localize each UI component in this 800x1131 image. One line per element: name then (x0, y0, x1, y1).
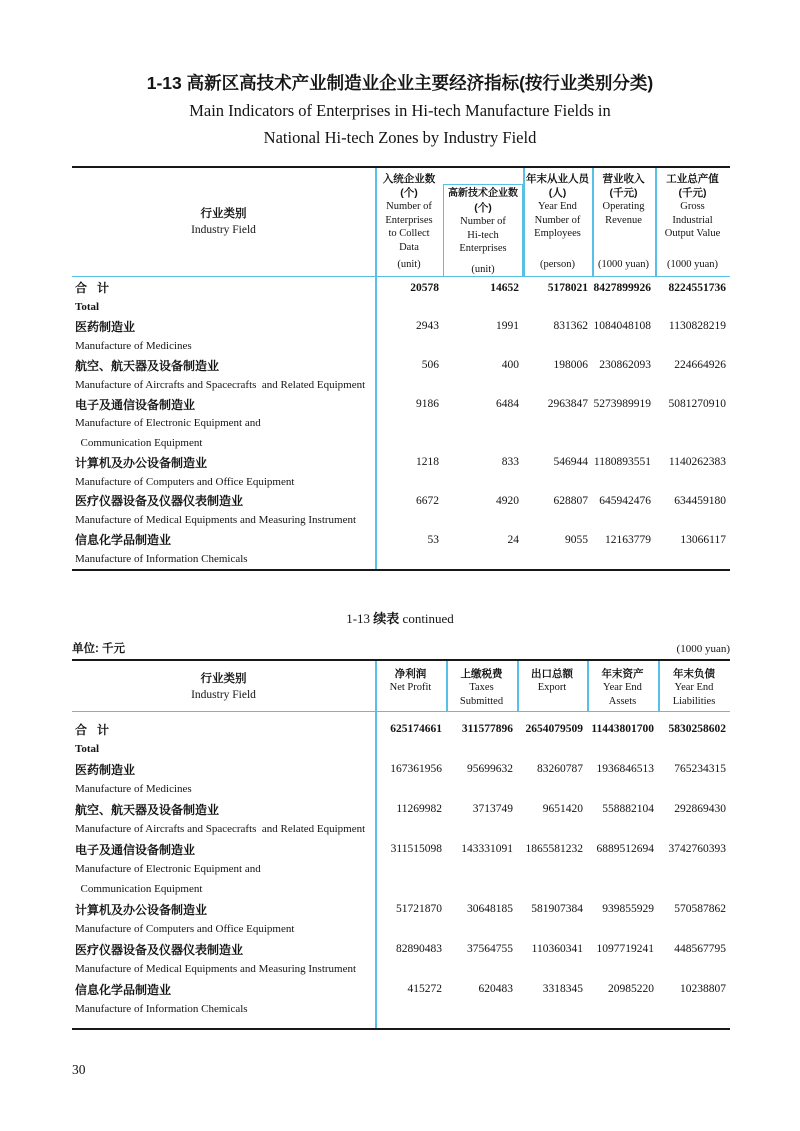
value-cell: 1936846513 (596, 763, 654, 775)
row-label-cn: 医疗仪器设备及仪器仪表制造业 (75, 494, 244, 509)
table-row (72, 979, 730, 1019)
value-cell: 11443801700 (591, 723, 654, 735)
page-title-en-line2: National Hi-tech Zones by Industry Field (263, 128, 537, 147)
value-cell: 14652 (490, 281, 519, 294)
header-cell-industry-field (72, 168, 375, 276)
value-cell: 6889512694 (596, 843, 654, 855)
table-row (72, 799, 730, 839)
column-divider (446, 661, 448, 711)
value-cell: 1865581232 (525, 843, 583, 855)
value-cell: 3742760393 (668, 843, 726, 855)
column-divider (523, 168, 525, 276)
row-label-en: Manufacture of Electronic Equipment and (75, 863, 261, 875)
value-cell: 546944 (553, 456, 588, 469)
value-cell: 506 (421, 359, 439, 372)
header-line: Export (537, 682, 567, 693)
table-continued (72, 659, 730, 1030)
value-cell: 939855929 (602, 903, 654, 915)
table-main-indicators (72, 166, 730, 571)
value-cell: 415272 (407, 983, 442, 995)
header-cell-export (517, 661, 587, 711)
table-row (72, 939, 730, 979)
row-label-en: Manufacture of Medicines (75, 783, 192, 795)
value-cell: 558882104 (602, 803, 654, 815)
row-label-cn: 信息化学品制造业 (75, 982, 172, 997)
row-label-cn: 医药制造业 (75, 319, 136, 334)
value-cell: 1097719241 (596, 943, 654, 955)
value-cell: 2943 (416, 320, 439, 333)
header-unit-line: (unit) (397, 258, 421, 270)
row-label-cn: 航空、航天器及设备制造业 (75, 358, 220, 373)
table-row (72, 759, 730, 799)
table-row (72, 491, 730, 530)
header-line: Revenue (605, 214, 642, 226)
row-label-cn: 医疗仪器设备及仪器仪表制造业 (75, 942, 244, 957)
column-divider (375, 712, 377, 1028)
header-unit-line: (person) (540, 258, 575, 270)
value-cell: 95699632 (467, 763, 513, 775)
header-line: Employees (534, 228, 581, 239)
header-cell-industry-field (72, 661, 375, 711)
column-divider (592, 168, 594, 276)
column-divider (375, 661, 377, 711)
continued-prefix: 1-13 (346, 611, 374, 626)
row-label-cn: 计算机及办公设备制造业 (75, 902, 208, 917)
header-cell-year-end-assets (587, 661, 658, 711)
header-line: (个) (474, 202, 492, 214)
value-cell: 11269982 (396, 803, 442, 815)
header-line: 出口总额 (531, 668, 573, 680)
table1-header (72, 166, 730, 277)
page-title-cn: 1-13 高新区高技术产业制造业企业主要经济指标(按行业类别分类) (146, 73, 654, 93)
value-cell: 1991 (496, 320, 519, 333)
header-line: 上缴税费 (460, 668, 503, 680)
value-cell: 581907384 (531, 903, 583, 915)
header-line: Number of (386, 201, 432, 212)
value-cell: 3713749 (472, 803, 513, 815)
value-cell: 83260787 (537, 763, 583, 775)
table2-header (72, 659, 730, 712)
value-cell: 4920 (496, 494, 519, 507)
value-cell: 224664926 (674, 359, 726, 372)
value-cell: 8224551736 (668, 281, 726, 294)
column-divider (375, 168, 377, 276)
value-cell: 2963847 (547, 398, 588, 411)
value-cell: 167361956 (390, 763, 442, 775)
header-cell-gross-industrial-output (655, 168, 730, 276)
page-number: 30 (72, 1062, 86, 1077)
header-line: Year End (674, 682, 714, 693)
column-divider (587, 661, 589, 711)
row-label-cn: 医药制造业 (75, 762, 136, 777)
header-line: (千元) (678, 187, 707, 199)
value-cell: 400 (501, 359, 519, 372)
header-line: 工业总产值 (666, 173, 719, 185)
header-unit-line: (unit) (471, 263, 495, 275)
header-line: 营业收入 (602, 173, 645, 185)
value-cell: 20578 (410, 281, 439, 294)
row-label-en: Manufacture of Aircrafts and Spacecrafts and Related Equipment (75, 378, 366, 391)
header-cell-net-profit (375, 661, 446, 711)
value-cell: 311515098 (390, 843, 442, 855)
table-row (72, 317, 730, 356)
header-line: 净利润 (394, 668, 427, 680)
value-cell: 6672 (416, 494, 439, 507)
value-cell: 110360341 (531, 943, 583, 955)
value-cell: 645942476 (599, 494, 651, 507)
value-cell: 198006 (553, 359, 588, 372)
row-label-en: Manufacture of Computers and Office Equipment (75, 475, 295, 488)
value-cell: 765234315 (674, 763, 726, 775)
value-cell: 5178021 (547, 281, 588, 294)
table-row (72, 356, 730, 395)
value-cell: 620483 (478, 983, 513, 995)
row-label-en: Manufacture of Information Chemicals (75, 1003, 248, 1015)
value-cell: 448567795 (674, 943, 726, 955)
row-label-en: Manufacture of Computers and Office Equipment (75, 923, 295, 935)
unit-label-en: (1000 yuan) (676, 643, 730, 655)
value-cell: 24 (507, 533, 519, 546)
value-cell: 5081270910 (668, 398, 726, 411)
value-cell: 8427899926 (593, 281, 651, 294)
industry-field-label-cn: 行业类别 (200, 672, 247, 685)
value-cell: 5830258602 (668, 723, 726, 735)
row-label-cn: 电子及通信设备制造业 (75, 397, 196, 412)
row-label-en: Manufacture of Medical Equipments and Measuring Instrument (75, 514, 357, 527)
table-row (72, 530, 730, 569)
row-label-en: Manufacture of Medicines (75, 339, 192, 352)
header-line: 入统企业数 (382, 173, 436, 185)
table-row (72, 453, 730, 492)
value-cell: 634459180 (674, 494, 726, 507)
header-line: Industrial (672, 214, 713, 226)
row-label-en: Total (75, 301, 100, 314)
value-cell: 831362 (553, 320, 588, 333)
header-cell-operating-revenue (592, 168, 655, 276)
value-cell: 311577896 (461, 723, 513, 735)
value-cell: 625174661 (390, 723, 442, 735)
header-line: Assets (608, 695, 637, 707)
value-cell: 2654079509 (525, 723, 583, 735)
header-line: to Collect (388, 228, 430, 239)
header-line: Number of (460, 216, 506, 227)
table-row (72, 278, 730, 317)
header-line: Taxes (469, 682, 494, 693)
header-line: Enterprises (385, 214, 433, 226)
row-label-cn: 航空、航天器及设备制造业 (75, 802, 220, 817)
value-cell: 20985220 (608, 983, 654, 995)
value-cell: 1140262383 (668, 456, 726, 469)
header-line: Operating (602, 201, 645, 212)
value-cell: 51721870 (396, 903, 442, 915)
header-line: Liabilities (672, 695, 716, 707)
header-cell-enterprises-to-collect (375, 168, 443, 276)
value-cell: 30648185 (467, 903, 513, 915)
table-row (72, 899, 730, 939)
header-line: Net Profit (389, 682, 432, 693)
value-cell: 1084048108 (593, 320, 651, 333)
header-line: Year End (603, 682, 642, 693)
table1-body (72, 277, 730, 571)
value-cell: 3318345 (542, 983, 583, 995)
row-label-cn: 合 计 (75, 281, 110, 296)
row-label-en: Communication Equipment (75, 883, 203, 895)
header-cell-year-end-employees (523, 168, 592, 276)
industry-field-label-en: Industry Field (191, 688, 256, 701)
header-line: Output Value (664, 228, 721, 239)
value-cell: 628807 (553, 494, 588, 507)
table2-body (72, 712, 730, 1030)
column-divider (658, 661, 660, 711)
header-line: Submitted (459, 695, 504, 707)
header-line: 高新技术企业数 (448, 188, 518, 199)
header-line: Gross (680, 201, 705, 212)
value-cell: 230862093 (599, 359, 651, 372)
value-cell: 1130828219 (668, 320, 726, 333)
header-line: (人) (548, 187, 567, 199)
continued-label-cn: 续表 (373, 611, 400, 626)
table-row (72, 839, 730, 899)
value-cell: 6484 (496, 398, 519, 411)
value-cell: 1218 (416, 456, 439, 469)
row-label-cn: 信息化学品制造业 (75, 533, 172, 548)
value-cell: 10238807 (680, 983, 726, 995)
row-label-cn: 合 计 (75, 722, 110, 737)
value-cell: 5273989919 (593, 398, 651, 411)
value-cell: 9651420 (542, 803, 583, 815)
header-cell-hitech-enterprises-box (443, 184, 523, 276)
header-line: 年末负债 (673, 668, 715, 680)
header-line: Year End (538, 201, 577, 212)
column-divider (655, 168, 657, 276)
header-cell-taxes-submitted (446, 661, 517, 711)
header-unit-line: (1000 yuan) (666, 258, 719, 270)
header-cell-year-end-liabilities (658, 661, 730, 711)
value-cell: 570587862 (674, 903, 726, 915)
value-cell: 292869430 (674, 803, 726, 815)
continued-label-en: continued (399, 611, 454, 626)
row-label-cn: 计算机及办公设备制造业 (75, 455, 208, 470)
header-line: Data (399, 241, 419, 253)
value-cell: 143331091 (461, 843, 513, 855)
industry-field-label-en: Industry Field (191, 223, 256, 236)
column-divider (517, 661, 519, 711)
header-line: (个) (400, 187, 418, 199)
unit-label-cn: 单位: 千元 (72, 643, 126, 655)
row-label-en: Communication Equipment (75, 436, 203, 449)
row-label-en: Manufacture of Electronic Equipment and (75, 417, 261, 430)
row-label-en: Manufacture of Information Chemicals (75, 553, 248, 566)
row-label-en: Manufacture of Medical Equipments and Measuring Instrument (75, 963, 357, 975)
value-cell: 53 (427, 533, 439, 546)
table-row (72, 719, 730, 759)
value-cell: 1180893551 (593, 456, 651, 469)
value-cell: 12163779 (605, 533, 651, 546)
header-line: (千元) (609, 187, 638, 199)
row-label-cn: 电子及通信设备制造业 (75, 842, 196, 857)
header-line: Number of (534, 214, 581, 226)
value-cell: 9186 (416, 398, 439, 411)
row-label-en: Manufacture of Aircrafts and Spacecrafts and Related Equipment (75, 823, 366, 835)
header-line: 年末资产 (601, 668, 644, 680)
industry-field-label-cn: 行业类别 (200, 207, 247, 220)
continued-title (0, 608, 800, 627)
page-title-en-line1: Main Indicators of Enterprises in Hi-tech Manufacture Fields in (189, 101, 611, 120)
header-line: 年末从业人员 (526, 173, 589, 185)
header-unit-line: (1000 yuan) (597, 258, 650, 270)
row-label-en: Total (75, 743, 100, 755)
value-cell: 82890483 (396, 943, 442, 955)
header-line: Hi-tech (467, 229, 499, 241)
value-cell: 13066117 (680, 533, 726, 546)
unit-row (72, 640, 730, 656)
column-divider (375, 277, 377, 569)
header-line: Enterprises (459, 243, 507, 254)
table-row (72, 394, 730, 452)
value-cell: 9055 (565, 533, 588, 546)
value-cell: 37564755 (467, 943, 513, 955)
value-cell: 833 (501, 456, 519, 469)
